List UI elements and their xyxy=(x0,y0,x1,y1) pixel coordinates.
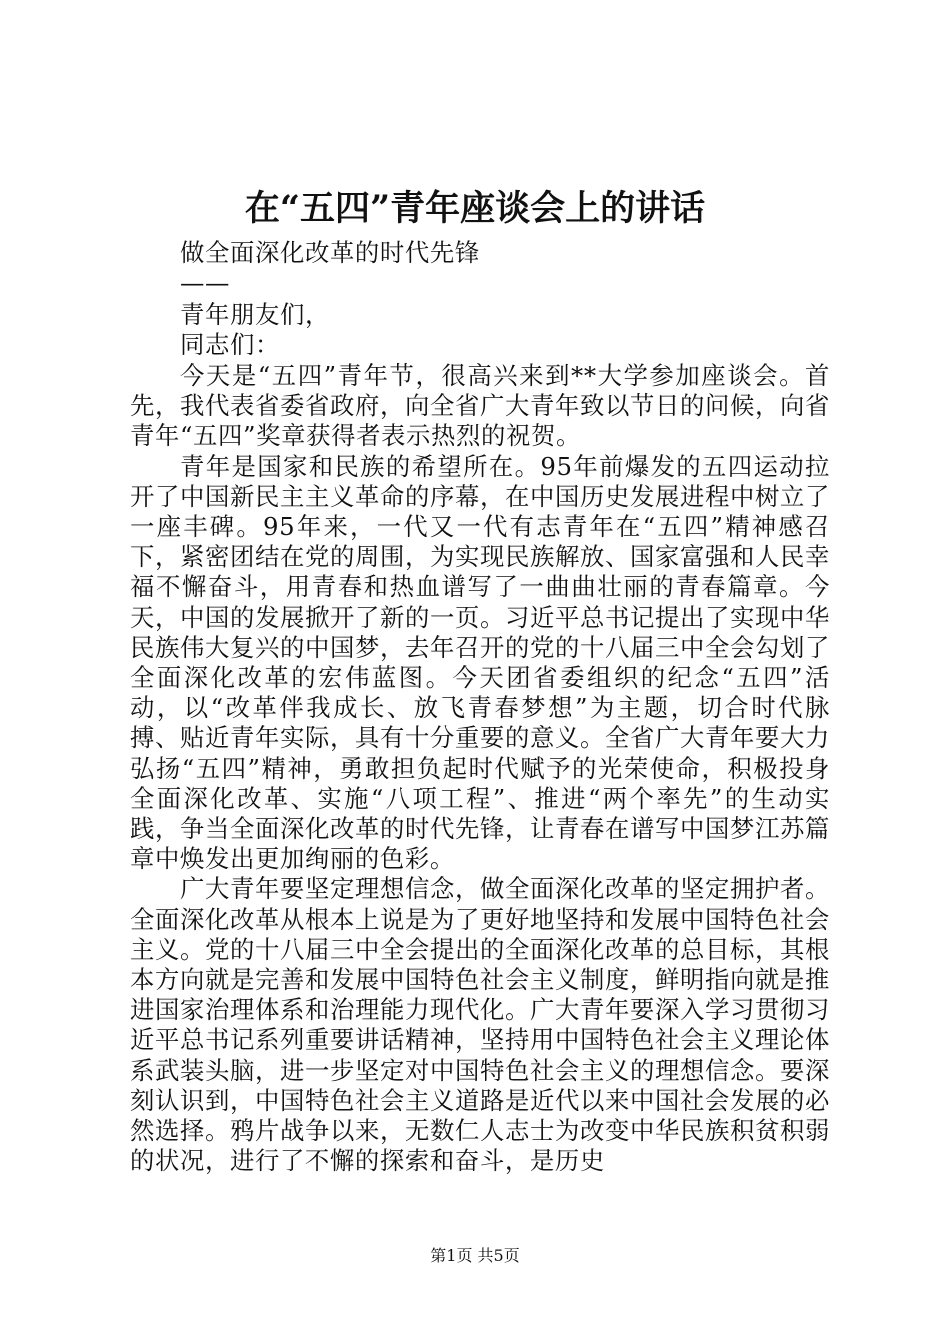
document-title: 在“五四”青年座谈会上的讲话 xyxy=(244,188,706,229)
document-body xyxy=(130,361,830,1176)
body-paragraph: 广大青年要坚定理想信念，做全面深化改革的坚定拥护者。全面深化改革从根本上说是为了更好地坚持和发展中国特色社会主义。党的十八届三中全会提出的全面深化改革的总目标，其根本方向就是完善和发展中国特色社会主义制度，鲜明指向就是推进国家治理体系和治理能力现代化。广大青年要深入学习贯彻习近平总书记系列重要讲话精神，坚持用中国特色社会主义理论体系武装头脑，进一步坚定对中国特色社会主义的理想信念。要深刻认识到，中国特色社会主义道路是近代以来中国社会发展的必然选择。鸦片战争以来，无数仁人志士为改变中华民族积贫积弱的状况，进行了不懈的探索和奋斗，是历史 xyxy=(130,874,830,1176)
document-subtitle xyxy=(130,238,830,268)
subtitle-dash xyxy=(130,268,830,298)
page-footer: 第1页 共5页 xyxy=(430,1246,520,1265)
salutation-block xyxy=(130,300,830,360)
body-paragraph: 今天是“五四”青年节，很高兴来到**大学参加座谈会。首先，我代表省委省政府，向全省广大青年致以节日的问候，向省青年“五四”奖章获得者表示热烈的祝贺。 xyxy=(130,361,830,451)
subtitle-text: 做全面深化改革的时代先锋 xyxy=(180,238,480,267)
salutation-line: 青年朋友们， xyxy=(180,300,330,329)
dash-text: —— xyxy=(180,268,230,297)
salutation-line: 同志们： xyxy=(180,330,280,360)
body-paragraph: 青年是国家和民族的希望所在。95年前爆发的五四运动拉开了中国新民主主义革命的序幕，在中国历史发展进程中树立了一座丰碑。95年来，一代又一代有志青年在“五四”精神感召下，紧密团结在党的周围，为实现民族解放、国家富强和人民幸福不懈奋斗，用青春和热血谱写了一曲曲壮丽的青春篇章。今天，中国的发展掀开了新的一页。习近平总书记提出了实现中华民族伟大复兴的中国梦，去年召开的党的十八届三中全会勾划了全面深化改革的宏伟蓝图。今天团省委组织的纪念“五四”活动，以“改革伴我成长、放飞青春梦想”为主题，切合时代脉搏、贴近青年实际，具有十分重要的意义。全省广大青年要大力弘扬“五四”精神，勇敢担负起时代赋予的光荣使命，积极投身全面深化改革、实施“八项工程”、推进“两个率先”的生动实践，争当全面深化改革的时代先锋，让青春在谱写中国梦江苏篇章中焕发出更加绚丽的色彩。 xyxy=(130,451,830,874)
